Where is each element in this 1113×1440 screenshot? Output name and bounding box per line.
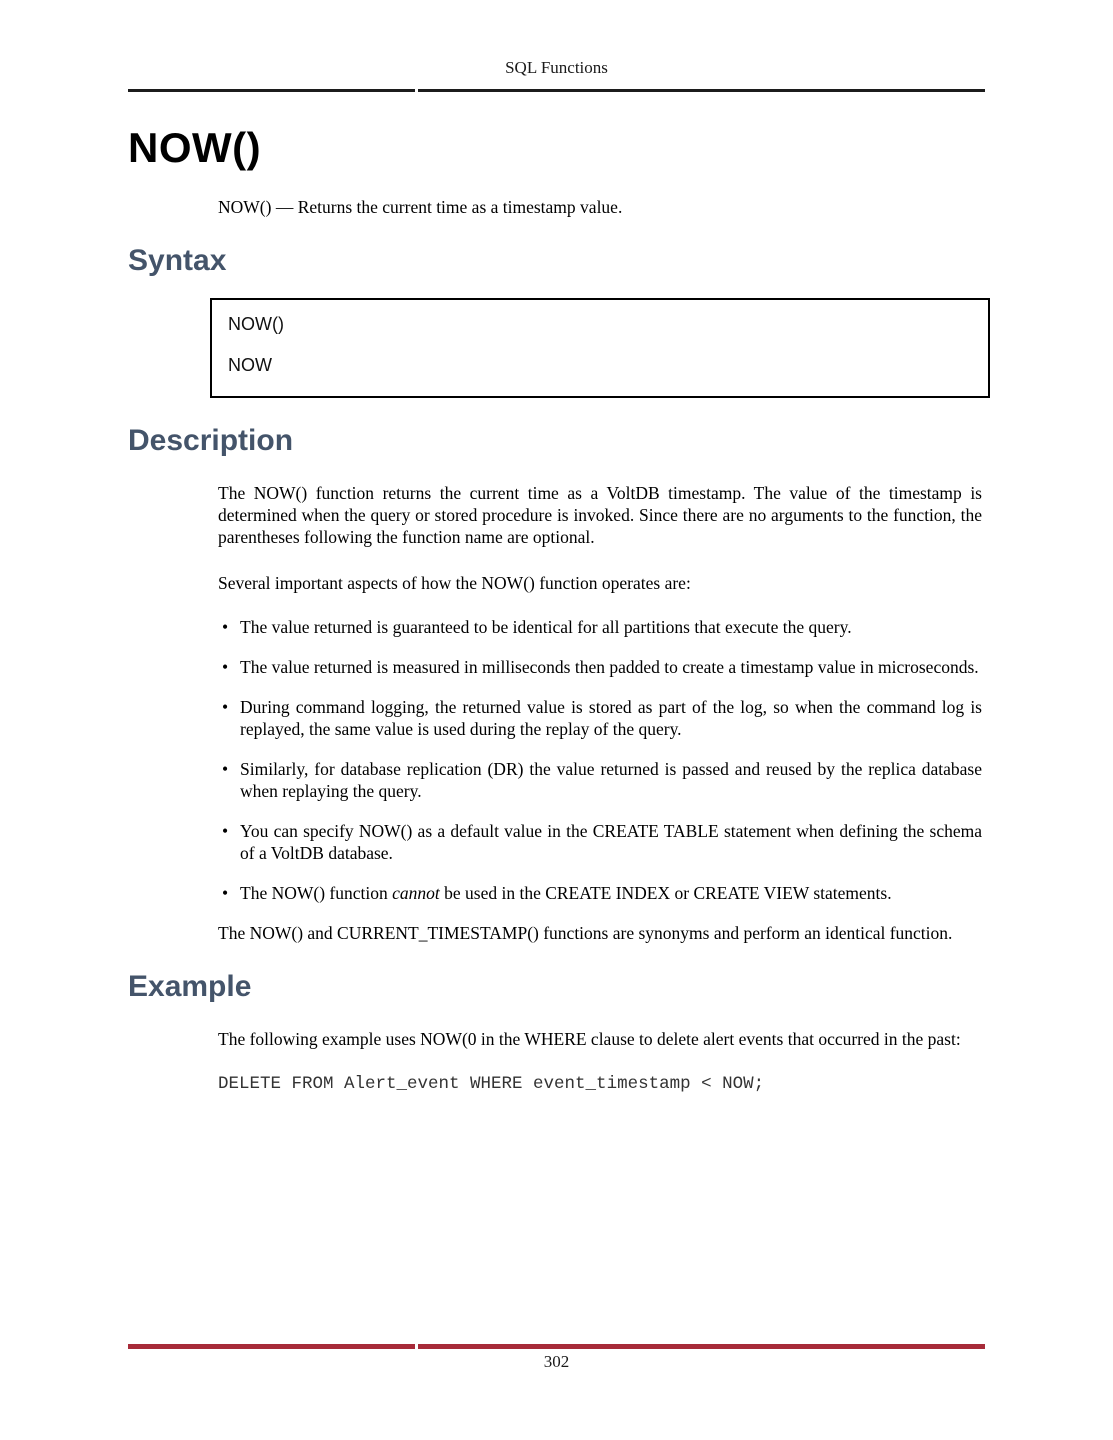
footer-rule-left-segment: [128, 1344, 415, 1349]
bullet-marker: •: [222, 883, 229, 903]
example-code: DELETE FROM Alert_event WHERE event_timestamp < NOW;: [218, 1074, 765, 1094]
list-item: [222, 616, 982, 638]
page-number: 302: [543, 1352, 570, 1371]
list-item: [222, 656, 982, 678]
list-item: [222, 820, 982, 864]
bullet-marker: •: [222, 821, 229, 841]
list-item-text: The value returned is measured in milliseconds then padded to create a timestamp value in microseconds.: [240, 657, 979, 677]
list-item-text: You can specify NOW() as a default value in the CREATE TABLE statement when defining the schema of a VoltDB database.: [240, 821, 982, 863]
list-item: [222, 882, 982, 904]
description-paragraph: The NOW() function returns the current time as a VoltDB timestamp. The value of the timestamp is determined when the query or stored procedure is invoked. Since there are no arguments to the function, the parentheses following the function name are optional.: [218, 483, 982, 547]
bullet-marker: •: [222, 617, 229, 637]
section-heading-example: Example: [128, 970, 252, 1003]
list-item: [222, 696, 982, 740]
footer-rule-right-segment: [418, 1344, 985, 1349]
syntax-box: [210, 298, 990, 398]
header-rule-right-segment: [418, 89, 985, 92]
syntax-line: NOW: [228, 355, 272, 375]
function-summary: NOW() — Returns the current time as a timestamp value.: [218, 197, 623, 217]
page-title: NOW(): [128, 124, 262, 171]
section-heading-syntax: Syntax: [128, 244, 227, 277]
description-paragraph: Several important aspects of how the NOW() function operates are:: [218, 573, 691, 593]
list-item-text-italic: cannot: [392, 883, 440, 903]
footer-rule: [128, 1344, 985, 1349]
description-bullet-list: [222, 616, 982, 904]
list-item-text: Similarly, for database replication (DR) the value returned is passed and reused by the replica database when replaying the query.: [240, 759, 982, 801]
syntax-line: NOW(): [228, 314, 284, 334]
page-content: [128, 118, 985, 1094]
section-heading-description: Description: [128, 424, 294, 457]
bullet-marker: •: [222, 657, 229, 677]
list-item: [222, 758, 982, 802]
list-item-text: be used in the CREATE INDEX or CREATE VIEW statements.: [439, 883, 892, 903]
list-item-text: The NOW() function: [240, 883, 393, 903]
running-header: SQL Functions: [505, 58, 608, 77]
bullet-marker: •: [222, 697, 229, 717]
list-item-text: The value returned is guaranteed to be identical for all partitions that execute the query.: [240, 617, 852, 637]
header-rule-left-segment: [128, 89, 415, 92]
example-paragraph: The following example uses NOW(0 in the WHERE clause to delete alert events that occurred in the past:: [218, 1029, 961, 1049]
bullet-marker: •: [222, 759, 229, 779]
list-item-text: During command logging, the returned value is stored as part of the log, so when the command log is replayed, the same value is used during the replay of the query.: [240, 697, 982, 739]
header-rule: [128, 89, 985, 92]
description-paragraph: The NOW() and CURRENT_TIMESTAMP() functions are synonyms and perform an identical function.: [218, 923, 953, 943]
